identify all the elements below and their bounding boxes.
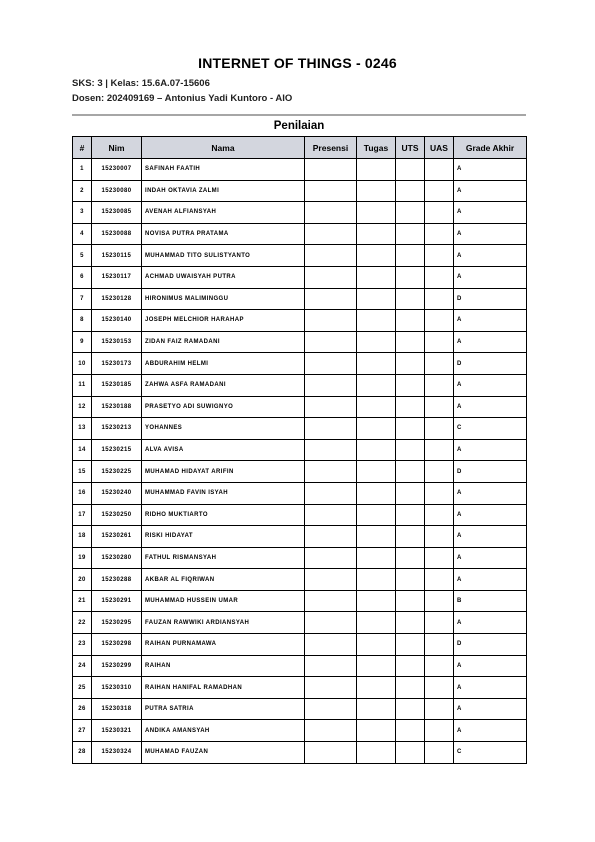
presensi-cell [305, 331, 357, 353]
presensi-cell [305, 655, 357, 677]
student-name: HIRONIMUS MALIMINGGU [142, 288, 305, 310]
student-name: ANDIKA AMANSYAH [142, 720, 305, 742]
table-row [73, 569, 527, 591]
uts-cell [396, 353, 425, 375]
table-body [73, 159, 527, 764]
row-number: 26 [73, 698, 92, 720]
tugas-cell [357, 245, 396, 267]
table-row [73, 482, 527, 504]
uts-cell [396, 677, 425, 699]
presensi-cell [305, 590, 357, 612]
row-number: 17 [73, 504, 92, 526]
final-grade: A [454, 612, 527, 634]
presensi-cell [305, 374, 357, 396]
table-row [73, 526, 527, 548]
table-row [73, 698, 527, 720]
student-nim: 15230318 [92, 698, 142, 720]
row-number: 3 [73, 202, 92, 224]
uas-cell [425, 461, 454, 483]
row-number: 14 [73, 439, 92, 461]
presensi-cell [305, 159, 357, 181]
uas-cell [425, 612, 454, 634]
uas-cell [425, 569, 454, 591]
tugas-cell [357, 547, 396, 569]
student-nim: 15230007 [92, 159, 142, 181]
uas-cell [425, 482, 454, 504]
presensi-cell [305, 461, 357, 483]
student-nim: 15230080 [92, 180, 142, 202]
uas-cell [425, 374, 454, 396]
final-grade: A [454, 547, 527, 569]
uts-cell [396, 461, 425, 483]
row-number: 28 [73, 742, 92, 764]
uas-cell [425, 396, 454, 418]
student-nim: 15230240 [92, 482, 142, 504]
uts-cell [396, 159, 425, 181]
final-grade: A [454, 655, 527, 677]
lecturer-info: Dosen: 202409169 – Antonius Yadi Kuntoro - AIO [72, 93, 293, 104]
uas-cell [425, 223, 454, 245]
student-nim: 15230173 [92, 353, 142, 375]
tugas-cell [357, 482, 396, 504]
table-row [73, 547, 527, 569]
final-grade: A [454, 159, 527, 181]
student-nim: 15230088 [92, 223, 142, 245]
course-title: INTERNET OF THINGS - 0246 [198, 55, 397, 71]
table-row [73, 310, 527, 332]
uas-cell [425, 288, 454, 310]
uts-cell [396, 590, 425, 612]
uas-cell [425, 720, 454, 742]
tugas-cell [357, 655, 396, 677]
student-name: JOSEPH MELCHIOR HARAHAP [142, 310, 305, 332]
table-row [73, 439, 527, 461]
uts-cell [396, 439, 425, 461]
table-row [73, 720, 527, 742]
presensi-cell [305, 504, 357, 526]
student-nim: 15230213 [92, 418, 142, 440]
tugas-cell [357, 612, 396, 634]
table-row [73, 266, 527, 288]
presensi-cell [305, 547, 357, 569]
row-number: 6 [73, 266, 92, 288]
uts-cell [396, 418, 425, 440]
student-name: NOVISA PUTRA PRATAMA [142, 223, 305, 245]
row-number: 7 [73, 288, 92, 310]
uts-cell [396, 374, 425, 396]
uts-cell [396, 266, 425, 288]
student-nim: 15230324 [92, 742, 142, 764]
row-number: 11 [73, 374, 92, 396]
final-grade: A [454, 245, 527, 267]
final-grade: D [454, 353, 527, 375]
column-header-nama: Nama [142, 137, 305, 159]
presensi-cell [305, 396, 357, 418]
presensi-cell [305, 245, 357, 267]
tugas-cell [357, 590, 396, 612]
uts-cell [396, 331, 425, 353]
section-title: Penilaian [273, 120, 325, 132]
final-grade: D [454, 288, 527, 310]
header-divider [72, 114, 526, 116]
table-row [73, 202, 527, 224]
presensi-cell [305, 569, 357, 591]
student-nim: 15230288 [92, 569, 142, 591]
tugas-cell [357, 569, 396, 591]
tugas-cell [357, 353, 396, 375]
tugas-cell [357, 677, 396, 699]
uts-cell [396, 698, 425, 720]
uts-cell [396, 310, 425, 332]
student-nim: 15230280 [92, 547, 142, 569]
presensi-cell [305, 742, 357, 764]
table-row [73, 374, 527, 396]
uts-cell [396, 202, 425, 224]
student-name: PRASETYO ADI SUWIGNYO [142, 396, 305, 418]
student-name: MUHAMMAD FAVIN ISYAH [142, 482, 305, 504]
row-number: 20 [73, 569, 92, 591]
row-number: 27 [73, 720, 92, 742]
student-name: ABDURAHIM HELMI [142, 353, 305, 375]
presensi-cell [305, 310, 357, 332]
final-grade: A [454, 698, 527, 720]
presensi-cell [305, 677, 357, 699]
uas-cell [425, 655, 454, 677]
final-grade: A [454, 482, 527, 504]
final-grade: A [454, 310, 527, 332]
final-grade: A [454, 439, 527, 461]
presensi-cell [305, 634, 357, 656]
uas-cell [425, 439, 454, 461]
student-name: FAUZAN RAWWIKI ARDIANSYAH [142, 612, 305, 634]
row-number: 1 [73, 159, 92, 181]
uas-cell [425, 677, 454, 699]
student-nim: 15230250 [92, 504, 142, 526]
uts-cell [396, 655, 425, 677]
uas-cell [425, 547, 454, 569]
student-name: PUTRA SATRIA [142, 698, 305, 720]
table-row [73, 461, 527, 483]
tugas-cell [357, 223, 396, 245]
uas-cell [425, 310, 454, 332]
uas-cell [425, 159, 454, 181]
table-row [73, 418, 527, 440]
uas-cell [425, 418, 454, 440]
uts-cell [396, 634, 425, 656]
table-row [73, 396, 527, 418]
presensi-cell [305, 288, 357, 310]
student-name: INDAH OKTAVIA ZALMI [142, 180, 305, 202]
student-nim: 15230185 [92, 374, 142, 396]
row-number: 22 [73, 612, 92, 634]
table-row [73, 353, 527, 375]
student-name: RIDHO MUKTIARTO [142, 504, 305, 526]
presensi-cell [305, 439, 357, 461]
tugas-cell [357, 202, 396, 224]
table-row [73, 245, 527, 267]
final-grade: A [454, 569, 527, 591]
row-number: 4 [73, 223, 92, 245]
row-number: 25 [73, 677, 92, 699]
uas-cell [425, 331, 454, 353]
presensi-cell [305, 720, 357, 742]
tugas-cell [357, 288, 396, 310]
row-number: 10 [73, 353, 92, 375]
student-name: ZAHWA ASFA RAMADANI [142, 374, 305, 396]
uts-cell [396, 612, 425, 634]
class-info: SKS: 3 | Kelas: 15.6A.07-15606 [72, 78, 210, 89]
student-nim: 15230261 [92, 526, 142, 548]
student-nim: 15230215 [92, 439, 142, 461]
tugas-cell [357, 526, 396, 548]
student-name: MUHAMMAD HUSSEIN UMAR [142, 590, 305, 612]
student-name: YOHANNES [142, 418, 305, 440]
column-header-grade: Grade Akhir [454, 137, 527, 159]
tugas-cell [357, 418, 396, 440]
student-nim: 15230153 [92, 331, 142, 353]
grades-table [72, 136, 527, 764]
tugas-cell [357, 331, 396, 353]
table-row [73, 180, 527, 202]
uas-cell [425, 266, 454, 288]
final-grade: A [454, 526, 527, 548]
student-nim: 15230321 [92, 720, 142, 742]
row-number: 9 [73, 331, 92, 353]
uts-cell [396, 396, 425, 418]
presensi-cell [305, 526, 357, 548]
uts-cell [396, 526, 425, 548]
uas-cell [425, 245, 454, 267]
table-header-row [73, 137, 527, 159]
student-nim: 15230188 [92, 396, 142, 418]
row-number: 12 [73, 396, 92, 418]
table-row [73, 634, 527, 656]
student-name: ZIDAN FAIZ RAMADANI [142, 331, 305, 353]
student-name: MUHAMAD HIDAYAT ARIFIN [142, 461, 305, 483]
student-name: MUHAMMAD TITO SULISTYANTO [142, 245, 305, 267]
uas-cell [425, 526, 454, 548]
uts-cell [396, 245, 425, 267]
row-number: 5 [73, 245, 92, 267]
uts-cell [396, 288, 425, 310]
final-grade: A [454, 202, 527, 224]
final-grade: D [454, 461, 527, 483]
final-grade: C [454, 742, 527, 764]
student-name: SAFINAH FAATIH [142, 159, 305, 181]
presensi-cell [305, 266, 357, 288]
column-header-nim: Nim [92, 137, 142, 159]
final-grade: A [454, 331, 527, 353]
student-nim: 15230310 [92, 677, 142, 699]
final-grade: D [454, 634, 527, 656]
uas-cell [425, 742, 454, 764]
uas-cell [425, 698, 454, 720]
final-grade: A [454, 677, 527, 699]
presensi-cell [305, 482, 357, 504]
student-name: RAIHAN [142, 655, 305, 677]
uas-cell [425, 180, 454, 202]
presensi-cell [305, 202, 357, 224]
uts-cell [396, 482, 425, 504]
tugas-cell [357, 504, 396, 526]
student-nim: 15230140 [92, 310, 142, 332]
student-nim: 15230115 [92, 245, 142, 267]
uts-cell [396, 742, 425, 764]
column-header-tugas: Tugas [357, 137, 396, 159]
student-name: AVENAH ALFIANSYAH [142, 202, 305, 224]
tugas-cell [357, 720, 396, 742]
final-grade: B [454, 590, 527, 612]
uts-cell [396, 504, 425, 526]
tugas-cell [357, 698, 396, 720]
tugas-cell [357, 461, 396, 483]
student-nim: 15230085 [92, 202, 142, 224]
presensi-cell [305, 698, 357, 720]
student-nim: 15230299 [92, 655, 142, 677]
row-number: 19 [73, 547, 92, 569]
final-grade: A [454, 720, 527, 742]
student-nim: 15230295 [92, 612, 142, 634]
student-name: MUHAMAD FAUZAN [142, 742, 305, 764]
table-row [73, 742, 527, 764]
uas-cell [425, 504, 454, 526]
tugas-cell [357, 159, 396, 181]
row-number: 2 [73, 180, 92, 202]
student-nim: 15230291 [92, 590, 142, 612]
uas-cell [425, 353, 454, 375]
uas-cell [425, 590, 454, 612]
presensi-cell [305, 353, 357, 375]
tugas-cell [357, 266, 396, 288]
column-header-no: # [73, 137, 92, 159]
row-number: 23 [73, 634, 92, 656]
student-nim: 15230128 [92, 288, 142, 310]
final-grade: A [454, 223, 527, 245]
uas-cell [425, 202, 454, 224]
row-number: 24 [73, 655, 92, 677]
table-row [73, 504, 527, 526]
final-grade: A [454, 266, 527, 288]
student-name: RISKI HIDAYAT [142, 526, 305, 548]
row-number: 16 [73, 482, 92, 504]
student-nim: 15230298 [92, 634, 142, 656]
uts-cell [396, 547, 425, 569]
table-row [73, 612, 527, 634]
table-row [73, 288, 527, 310]
column-header-presensi: Presensi [305, 137, 357, 159]
presensi-cell [305, 180, 357, 202]
student-name: RAIHAN PURNAMAWA [142, 634, 305, 656]
tugas-cell [357, 439, 396, 461]
row-number: 21 [73, 590, 92, 612]
presensi-cell [305, 223, 357, 245]
table-row [73, 223, 527, 245]
student-name: AKBAR AL FIQRIWAN [142, 569, 305, 591]
student-nim: 15230225 [92, 461, 142, 483]
uts-cell [396, 180, 425, 202]
table-row [73, 655, 527, 677]
row-number: 15 [73, 461, 92, 483]
presensi-cell [305, 418, 357, 440]
uts-cell [396, 569, 425, 591]
presensi-cell [305, 612, 357, 634]
column-header-uas: UAS [425, 137, 454, 159]
tugas-cell [357, 742, 396, 764]
tugas-cell [357, 634, 396, 656]
row-number: 18 [73, 526, 92, 548]
final-grade: A [454, 374, 527, 396]
final-grade: C [454, 418, 527, 440]
tugas-cell [357, 396, 396, 418]
column-header-uts: UTS [396, 137, 425, 159]
uts-cell [396, 223, 425, 245]
table-row [73, 590, 527, 612]
tugas-cell [357, 374, 396, 396]
uas-cell [425, 634, 454, 656]
row-number: 13 [73, 418, 92, 440]
tugas-cell [357, 310, 396, 332]
final-grade: A [454, 504, 527, 526]
table-row [73, 331, 527, 353]
student-name: RAIHAN HANIFAL RAMADHAN [142, 677, 305, 699]
student-name: ALVA AVISA [142, 439, 305, 461]
final-grade: A [454, 396, 527, 418]
student-nim: 15230117 [92, 266, 142, 288]
student-name: ACHMAD UWAISYAH PUTRA [142, 266, 305, 288]
student-name: FATHUL RISMANSYAH [142, 547, 305, 569]
tugas-cell [357, 180, 396, 202]
table-row [73, 677, 527, 699]
uts-cell [396, 720, 425, 742]
final-grade: A [454, 180, 527, 202]
table-row [73, 159, 527, 181]
row-number: 8 [73, 310, 92, 332]
